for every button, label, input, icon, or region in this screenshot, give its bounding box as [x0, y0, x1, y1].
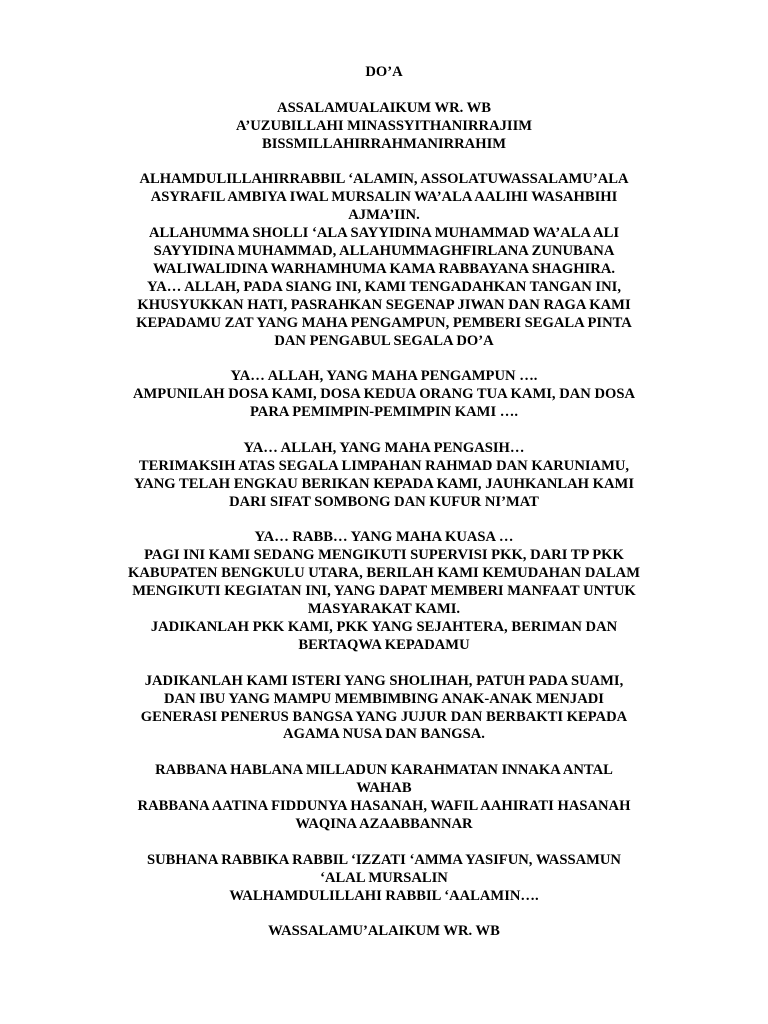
paragraph-closing-praise: [0, 852, 768, 906]
text-line: WALHAMDULILLAHI RABBIL ‘AALAMIN….: [229, 887, 539, 904]
text-line: ASYRAFIL AMBIYA IWAL MURSALIN WA’ALA AALIHI WASAHBIHI: [150, 189, 618, 206]
paragraph-opening-greeting: [0, 100, 768, 154]
text-line: MENGIKUTI KEGIATAN INI, YANG DAPAT MEMBERI MANFAAT UNTUK: [132, 583, 636, 600]
text-line: PAGI INI KAMI SEDANG MENGIKUTI SUPERVISI PKK, DARI TP PKK: [144, 547, 624, 564]
text-line: BERTAQWA KEPADAMU: [298, 636, 470, 653]
paragraph-rabbana: [0, 762, 768, 834]
paragraph-wives: [0, 673, 768, 745]
paragraph-supervision: [0, 529, 768, 654]
text-line: YANG TELAH ENGKAU BERIKAN KEPADA KAMI, JAUHKANLAH KAMI: [133, 475, 634, 492]
document-title: DO’A: [365, 64, 403, 80]
text-line: YA… ALLAH, YANG MAHA PENGASIH…: [243, 439, 525, 456]
paragraph-closing-greeting: [0, 923, 768, 941]
text-line: WASSALAMU’ALAIKUM WR. WB: [268, 923, 500, 940]
text-line: JADIKANLAH PKK KAMI, PKK YANG SEJAHTERA, BERIMAN DAN: [150, 619, 618, 636]
text-line: BISSMILLAHIRRAHMANIRRAHIM: [261, 135, 507, 152]
text-line: AGAMA NUSA DAN BANGSA.: [283, 726, 485, 743]
text-line: JADIKANLAH KAMI ISTERI YANG SHOLIHAH, PATUH PADA SUAMI,: [144, 672, 624, 689]
text-line: SAYYIDINA MUHAMMAD, ALLAHUMMAGHFIRLANA ZUNUBANA: [153, 243, 615, 260]
text-line: YA… ALLAH, YANG MAHA PENGAMPUN ….: [230, 368, 538, 385]
text-line: MASYARAKAT KAMI.: [307, 601, 461, 618]
text-line: SUBHANA RABBIKA RABBIL ‘IZZATI ‘AMMA YASIFUN, WASSAMUN: [147, 851, 621, 868]
text-line: TERIMAKSIH ATAS SEGALA LIMPAHAN RAHMAD DAN KARUNIAMU,: [138, 457, 630, 474]
text-line: ASSALAMUALAIKUM WR. WB: [277, 99, 491, 116]
text-line: PARA PEMIMPIN-PEMIMPIN KAMI ….: [249, 404, 519, 421]
text-line: KHUSYUKKAN HATI, PASRAHKAN SEGENAP JIWAN DAN RAGA KAMI: [137, 296, 631, 313]
text-line: ALHAMDULILLAHIRRABBIL ‘ALAMIN, ASSOLATUWASSALAMU’ALA: [139, 171, 629, 188]
text-line: YA… ALLAH, PADA SIANG INI, KAMI TENGADAHKAN TANGAN INI,: [147, 278, 621, 295]
text-line: ‘ALAL MURSALIN: [320, 869, 448, 886]
text-line: WAHAB: [356, 780, 412, 797]
text-line: DAN PENGABUL SEGALA DO’A: [274, 332, 494, 349]
text-line: ALLAHUMMA SHOLLI ‘ALA SAYYIDINA MUHAMMAD WA’ALA ALI: [148, 225, 620, 242]
text-line: AMPUNILAH DOSA KAMI, DOSA KEDUA ORANG TUA KAMI, DAN DOSA: [132, 386, 636, 403]
paragraph-forgiveness: [0, 368, 768, 422]
text-line: DARI SIFAT SOMBONG DAN KUFUR NI’MAT: [229, 493, 539, 510]
text-line: DAN IBU YANG MAMPU MEMBIMBING ANAK-ANAK MENJADI: [164, 690, 604, 707]
text-line: AJMA’IIN.: [348, 207, 420, 224]
text-line: YA… RABB… YANG MAHA KUASA …: [254, 529, 514, 546]
text-line: WAQINA AZAABBANNAR: [295, 815, 473, 832]
text-line: RABBANA HABLANA MILLADUN KARAHMATAN INNAKA ANTAL: [155, 762, 613, 779]
text-line: A’UZUBILLAHI MINASSYITHANIRRAJIIM: [235, 117, 533, 134]
paragraph-opening-praise: [0, 171, 768, 350]
text-line: GENERASI PENERUS BANGSA YANG JUJUR DAN BERBAKTI KEPADA: [140, 708, 628, 725]
paragraph-gratitude: [0, 440, 768, 512]
text-line: RABBANA AATINA FIDDUNYA HASANAH, WAFIL AAHIRATI HASANAH: [137, 798, 631, 815]
text-line: KABUPATEN BENGKULU UTARA, BERILAH KAMI KEMUDAHAN DALAM: [127, 565, 640, 582]
text-line: KEPADAMU ZAT YANG MAHA PENGAMPUN, PEMBERI SEGALA PINTA: [136, 314, 632, 331]
text-line: WALIWALIDINA WARHAMHUMA KAMA RABBAYANA SHAGHIRA.: [152, 260, 616, 277]
